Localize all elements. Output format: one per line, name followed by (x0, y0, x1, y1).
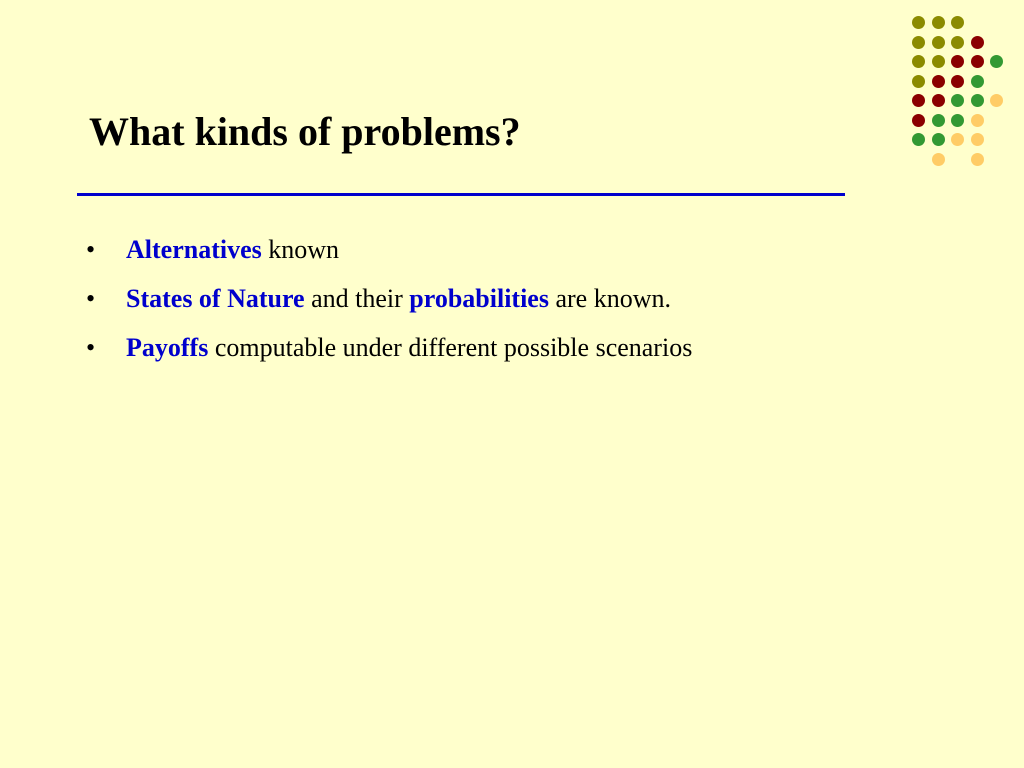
bullet-icon: • (86, 333, 96, 362)
decorative-dot-maroon (951, 75, 964, 88)
decorative-dot-green (971, 94, 984, 107)
decorative-dot-green (912, 133, 925, 146)
decorative-dot-peach (932, 153, 945, 166)
bullet-emphasis: Payoffs (126, 333, 209, 362)
bullet-icon: • (86, 235, 96, 264)
bullet-item-alternatives (86, 228, 692, 277)
decorative-dot-maroon (932, 75, 945, 88)
decorative-dot-maroon (912, 114, 925, 127)
decorative-dot-green (932, 114, 945, 127)
bullet-text: computable under different possible scenarios (208, 333, 693, 362)
bullet-text: and their (304, 284, 410, 313)
decorative-dot-olive (932, 55, 945, 68)
decorative-dot-olive (912, 55, 925, 68)
decorative-dot-green (932, 133, 945, 146)
decorative-dot-olive (932, 16, 945, 29)
bullet-emphasis: probabilities (409, 284, 549, 313)
decorative-dot-olive (912, 75, 925, 88)
decorative-dot-olive (912, 16, 925, 29)
decorative-dot-olive (932, 36, 945, 49)
bullet-icon: • (86, 284, 96, 313)
decorative-dot-maroon (971, 36, 984, 49)
decorative-dot-olive (951, 16, 964, 29)
decorative-dot-maroon (912, 94, 925, 107)
bullet-emphasis: Alternatives (126, 235, 262, 264)
title-underline-rule (77, 193, 845, 196)
bullet-list (86, 228, 692, 375)
decorative-dot-maroon (971, 55, 984, 68)
decorative-dot-peach (971, 114, 984, 127)
decorative-dot-green (971, 75, 984, 88)
bullet-item-payoffs (86, 326, 692, 375)
decorative-dot-green (951, 114, 964, 127)
bullet-item-states-of-nature (86, 277, 692, 326)
decorative-dot-green (990, 55, 1003, 68)
decorative-dot-olive (951, 36, 964, 49)
decorative-dot-green (951, 94, 964, 107)
decorative-dot-peach (951, 133, 964, 146)
bullet-text: are known. (548, 284, 671, 313)
bullet-emphasis: States of Nature (126, 284, 305, 313)
decorative-dot-peach (971, 133, 984, 146)
decorative-dot-maroon (951, 55, 964, 68)
decorative-dot-peach (971, 153, 984, 166)
decorative-dot-olive (912, 36, 925, 49)
decorative-dot-maroon (932, 94, 945, 107)
decorative-dot-grid (0, 0, 1024, 200)
slide-title: What kinds of problems? (89, 109, 521, 154)
decorative-dot-peach (990, 94, 1003, 107)
bullet-text: known (261, 235, 340, 264)
